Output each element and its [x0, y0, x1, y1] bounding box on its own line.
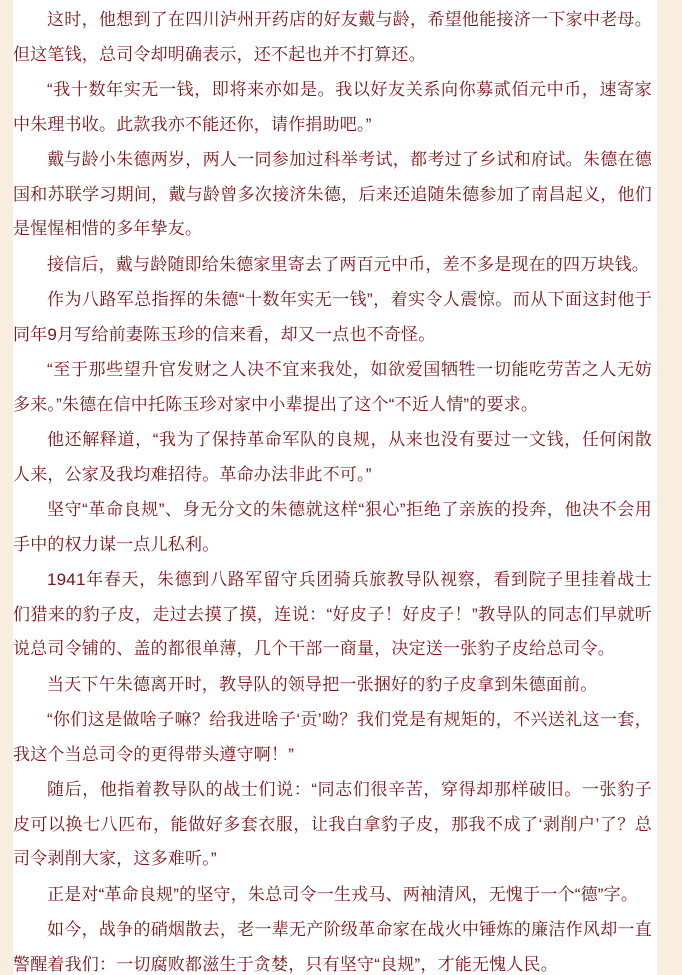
paragraph: 戴与龄小朱德两岁，两人一同参加过科举考试，都考过了乡试和府试。朱德在德国和苏联学习期间，戴与龄曾多次接济朱德，后来还追随朱德参加了南昌起义，他们是惺惺相惜的多年挚友。 — [13, 150, 652, 238]
paragraph: “至于那些望升官发财之人决不宜来我处，如欲爱国牺牲一切能吃劳苦之人无妨多来。”朱德在信中托陈玉珍对家中小辈提出了这个“不近人情”的要求。 — [13, 360, 652, 414]
paragraph: 正是对“革命良规”的坚守，朱总司令一生戎马、两袖清风，无愧于一个“德”字。 — [47, 884, 639, 904]
paragraph: 他还解释道，“我为了保持革命军队的良规，从来也没有要过一文钱，任何闲散人来，公家及我均难招待。革命办法非此不可。” — [13, 430, 652, 484]
paragraph: 如今，战争的硝烟散去，老一辈无产阶级革命家在战火中锤炼的廉洁作风却一直警醒着我们：一切腐败都滋生于贪婪，只有坚守“良规”，才能无愧人民。 — [13, 920, 652, 974]
paragraph: 随后，他指着教导队的战士们说：“同志们很辛苦，穿得却那样破旧。一张豹子皮可以换七八匹布，能做好多套衣服，让我白拿豹子皮，那我不成了‘剥削户’了？总司令剥削大家，这多难听。” — [13, 780, 652, 868]
paragraph: “你们这是做啥子嘛？给我进啥子‘贡’呦？我们党是有规矩的，不兴送礼这一套，我这个当总司令的更得带头遵守啊！” — [13, 710, 652, 764]
paragraph: 接信后，戴与龄随即给朱德家里寄去了两百元中币，差不多是现在的四万块钱。 — [47, 254, 649, 274]
right-page-margin — [657, 0, 682, 975]
paragraph: 1941年春天，朱德到八路军留守兵团骑兵旅教导队视察，看到院子里挂着战士们猎来的豹子皮，走过去摸了摸，连说：“好皮子！好皮子！”教导队的同志们早就听说总司令铺的、盖的都很单薄，几个干部一商量，决定送一张豹子皮给总司令。 — [13, 570, 652, 658]
paragraph: 当天下午朱德离开时，教导队的领导把一张捆好的豹子皮拿到朱德面前。 — [47, 674, 598, 694]
paragraph: “我十数年实无一钱，即将来亦如是。我以好友关系向你募贰佰元中币，速寄家中朱理书收。此款我亦不能还你，请作捐助吧。” — [13, 80, 652, 134]
paragraph: 这时，他想到了在四川泸州开药店的好友戴与龄，希望他能接济一下家中老母。但这笔钱，总司令却明确表示，还不起也并不打算还。 — [13, 10, 652, 64]
left-page-margin — [0, 0, 13, 975]
paragraph: 作为八路军总指挥的朱德“十数年实无一钱”，着实令人震惊。而从下面这封他于同年9月写给前妻陈玉珍的信来看，却又一点也不奇怪。 — [13, 290, 652, 344]
article-body — [13, 0, 652, 975]
paragraph: 坚守“革命良规”、身无分文的朱德就这样“狠心”拒绝了亲族的投奔，他决不会用手中的权力谋一点儿私利。 — [13, 500, 652, 554]
